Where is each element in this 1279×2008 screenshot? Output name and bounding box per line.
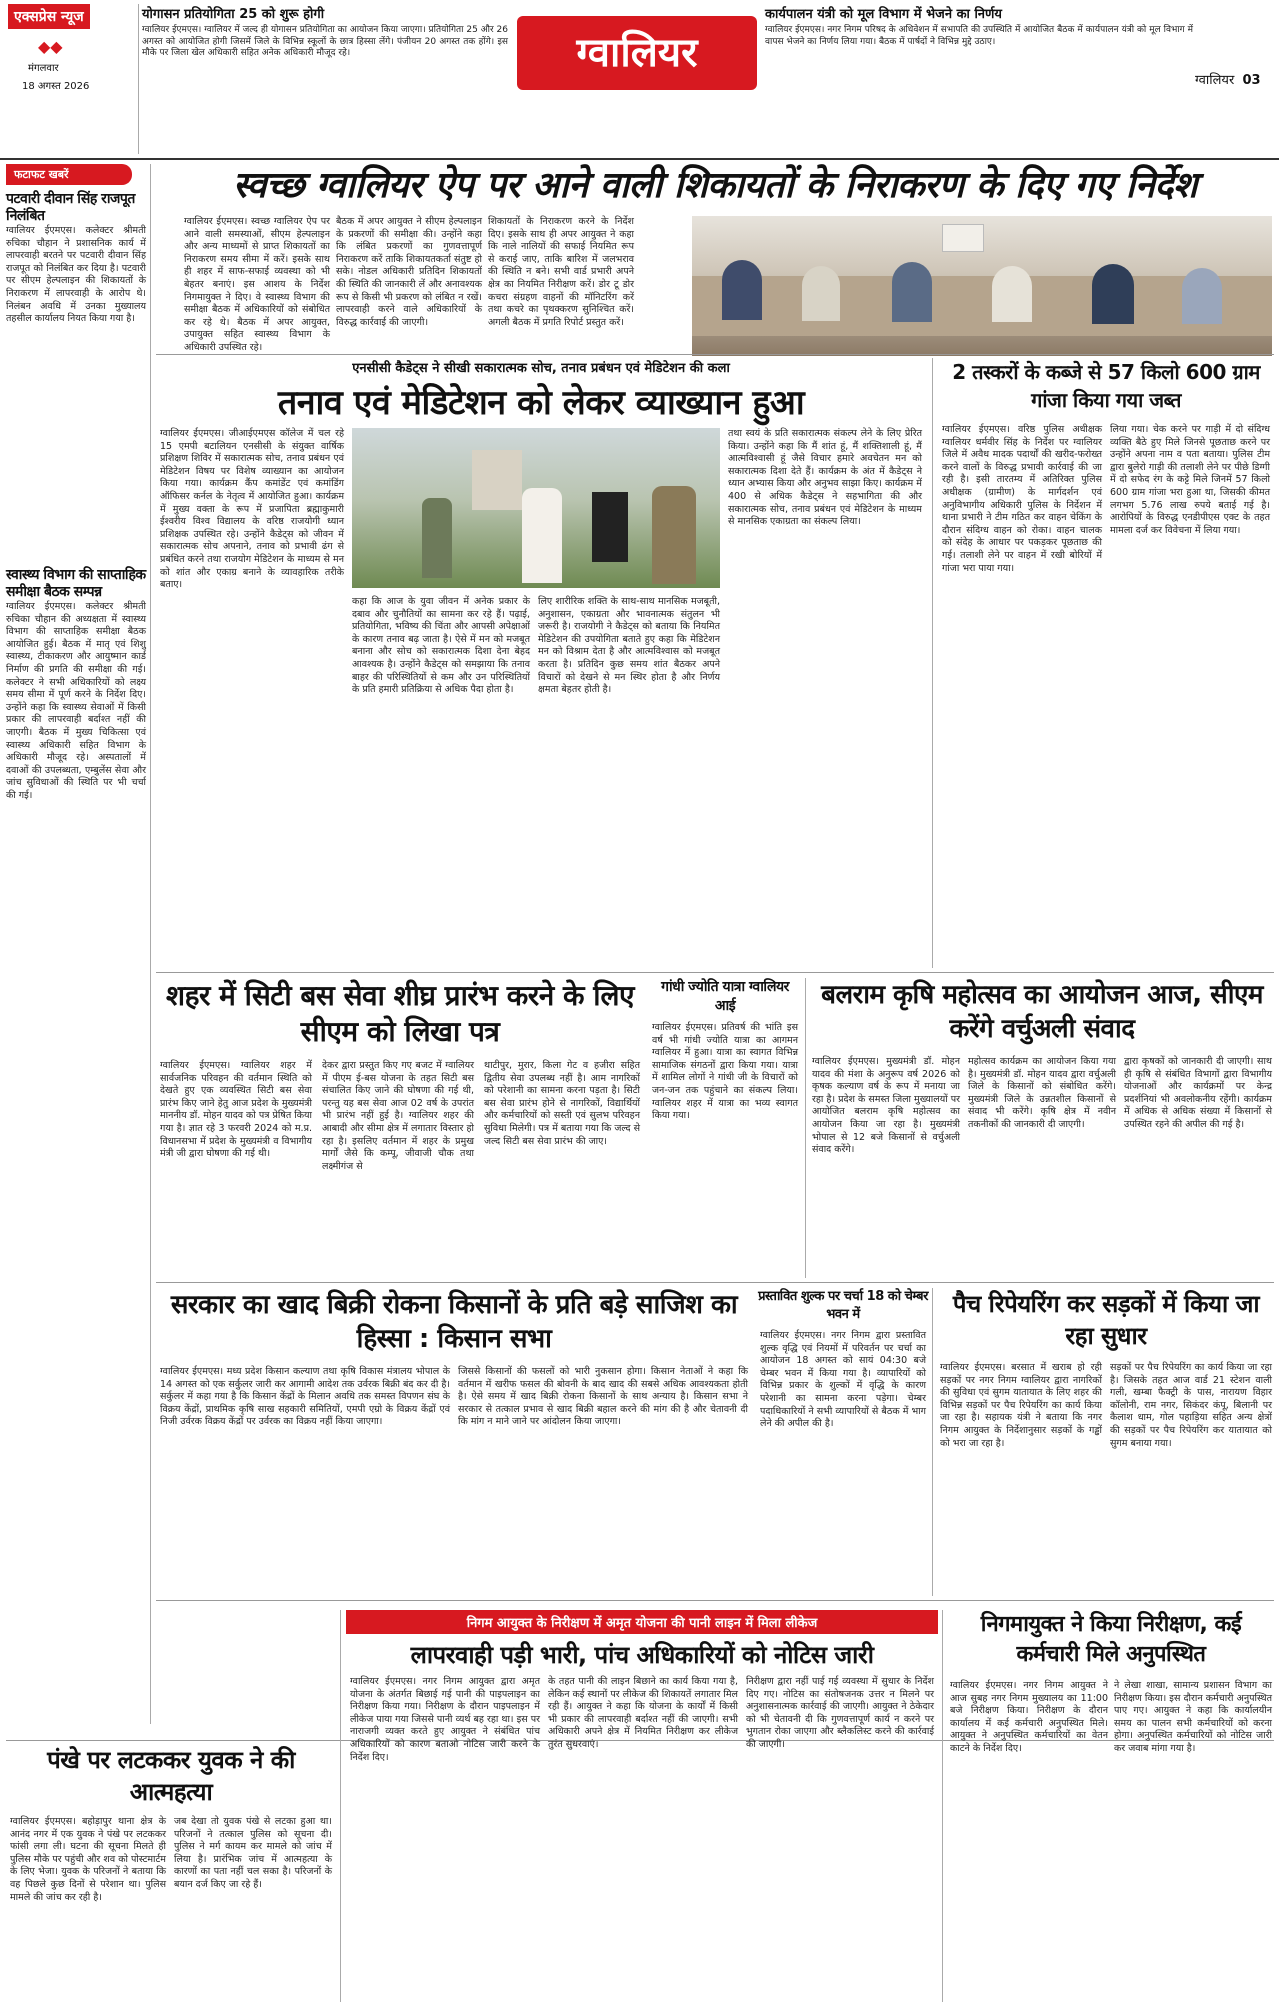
date-label: 18 अगस्त 2026 (22, 81, 90, 92)
brief-headline: पटवारी दीवान सिंह राजपूत निलंबित (6, 191, 135, 224)
top-brief-right (765, 4, 1193, 154)
ncc-headline: तनाव एवं मेडिटेशन को लेकर व्याख्यान हुआ (277, 383, 805, 423)
ganja-col-2: लिया गया। चेक करने पर गाड़ी में दो संदिग्ध व्यक्ति बैठे हुए मिले जिनसे पूछताछ करने पर उन्होंने अपना नाम व पता बताया। पुलिस टीम द्वारा बुलेरो गाड़ी की तलाशी लेने पर पीछे डिग्गी में दो सफेद रंग के कट्टे मिले जिनमें 57 किलो 600 ग्राम गांजा भरा हुआ था, जिसकी कीमत लगभग 5.76 लाख रुपये बताई गई है। आरोपियों के विरुद्ध एनडीपीएस एक्ट के तहत मामला दर्ज कर विवेचना में लिया गया। (1110, 424, 1270, 536)
citybus-col-1: ग्वालियर ईएमएस। ग्वालियर शहर में सार्वजनिक परिवहन की वर्तमान स्थिति को देखते हुए एक व्यवस्थित सिटी बस सेवा प्रारंभ किए जाने हेतु आज प्रदेश के मुख्यमंत्री माननीय डॉ. मोहन यादव को पत्र प्रेषित किया गया है। ज्ञात रहे 3 फरवरी 2024 को म.प्र. विधानसभा में प्रदेश के मुख्यमंत्री व विभागीय मंत्री जी द्वारा घोषणा की गई थी। (160, 1060, 313, 1160)
day-label: मंगलवार (28, 63, 59, 74)
sidebar-label: फटाफट खबरें (6, 164, 132, 185)
page-folio (1195, 70, 1279, 94)
sidebar-brief (6, 567, 146, 1661)
ncc-kicker: एनसीसी कैडेट्स ने सीखी सकारात्मक सोच, तनाव प्रबंधन एवं मेडिटेशन की कला (352, 361, 730, 376)
brief-headline: कार्यपालन यंत्री को मूल विभाग में भेजने का निर्णय (765, 7, 1002, 22)
patch-headline: पैच रिपेयरिंग कर सड़कों में किया जा रहा सुधार (952, 1290, 1260, 1350)
patch-col-1: ग्वालियर ईएमएस। बरसात में खराब हो रही सड़कों पर नगर निगम ग्वालियर द्वारा नागरिकों की सुविधा एवं सुगम यातायात के लिए शहर की विभिन्न सड़कों पर पैच रिपेयरिंग का कार्य किया जा रहा है। सहायक यंत्री ने बताया कि नगर निगम आयुक्त के निर्देशानुसार सड़कों के गड्ढों को भरा जा रहा है। (940, 1362, 1102, 1449)
logo-mark-icon: ◆◆ (38, 37, 63, 56)
brief-body: ग्वालियर ईएमएस। ग्वालियर में जल्द ही योगासन प्रतियोगिता का आयोजन किया जाएगा। प्रतियोगिता 25 और 26 अगस्त को आयोजित होगी जिसमें जिले के विभिन्न स्कूलों के छात्र हिस्सा लेंगे। पंजीयन 20 अगस्त तक होंगे। इस मौके पर जिला खेल अधिकारी सहित अनेक अधिकारी मौजूद रहे। (142, 25, 508, 58)
brief-body: ग्वालियर ईएमएस। कलेक्टर श्रीमती रुचिका चौहान की अध्यक्षता में स्वास्थ्य विभाग की साप्ताहिक समीक्षा बैठक आयोजित हुई। बैठक में मातृ एवं शिशु स्वास्थ्य, टीकाकरण और आयुष्मान कार्ड निर्माण की प्रगति की समीक्षा की गई। कलेक्टर ने सभी अधिकारियों को लक्ष्य समय सीमा में पूर्ण करने के निर्देश दिए। उन्होंने कहा कि स्वास्थ्य सेवाओं में किसी प्रकार की लापरवाही बर्दाश्त नहीं की जाएगी। बैठक में मुख्य चिकित्सा एवं स्वास्थ्य अधिकारी सहित विभाग के अधिकारी मौजूद रहे। अस्पतालों में दवाओं की उपलब्धता, एम्बुलेंस सेवा और जांच सुविधाओं की स्थिति पर भी चर्चा की गई। (6, 601, 146, 801)
suicide-headline: पंखे पर लटककर युवक ने की आत्महत्या (47, 1746, 295, 1806)
lead-col-2: बैठक में अपर आयुक्त ने सीएम हेल्पलाइन के प्रकरणों की समीक्षा की। उन्होंने कहा कि लंबित प्रकरणों का गुणवत्तापूर्ण निराकरण करें ताकि शिकायतकर्ता संतुष्ट हो सके। नोडल अधिकारी प्रतिदिन शिकायतों की स्थिति की जानकारी लें और अनावश्यक रूप से किसी भी प्रकरण को लंबित न रखें। लापरवाही करने वाले अधिकारियों के विरुद्ध कार्रवाई की जाएगी। (336, 216, 482, 328)
brand-logo: एक्सप्रेस न्यूज (8, 4, 90, 29)
ncc-story (156, 358, 926, 968)
jyoti-story (650, 978, 800, 1278)
ncc-col-1: ग्वालियर ईएमएस। जीआईएमएस कॉलेज में चल रहे 15 एमपी बटालियन एनसीसी के संयुक्त वार्षिक प्रशिक्षण शिविर में सकारात्मक सोच, तनाव प्रबंधन एवं मेडिटेशन विषय पर विशेष व्याख्यान का आयोजन किया गया। कार्यक्रम कैंप कमांडेंट एवं कमांडिंग ऑफिसर कर्नल के नेतृत्व में आयोजित हुआ। कार्यक्रम में मुख्य वक्ता के रूप में प्रजापिता ब्रह्माकुमारी ईश्वरीय विश्व विद्यालय के वरिष्ठ राजयोगी ध्यान प्रशिक्षक उपस्थित रहे। उन्होंने कैडेट्स को जीवन में सकारात्मक सोच अपनाने, तनाव को प्रभावी ढंग से प्रबंधित करने तथा राजयोग मेडिटेशन के माध्यम से मन को शांत और एकाग्र बनाने के व्यावहारिक तरीके बताए। (160, 428, 344, 591)
inspect-story (948, 1610, 1274, 2004)
citybus-story (156, 978, 644, 1278)
ncc-col-3: लिए शारीरिक शक्ति के साथ-साथ मानसिक मजबूती, अनुशासन, एकाग्रता और भावनात्मक संतुलन भी जरूरी है। राजयोगी ने कैडेट्स को बताया कि नियमित मेडिटेशन की उपयोगिता बताते हुए कहा कि मेडिटेशन मन को विश्राम देता है और आत्मविश्वास को मजबूत करता है। प्रतिदिन कुछ समय शांत बैठकर अपने विचारों को देखने से मन स्थिर होता है और निर्णय क्षमता बेहतर होती है। (538, 596, 720, 696)
jyoti-body: ग्वालियर ईएमएस। प्रतिवर्ष की भांति इस वर्ष भी गांधी ज्योति यात्रा का आगमन ग्वालियर में हुआ। यात्रा का स्वागत विभिन्न सामाजिक संगठनों द्वारा किया गया। यात्रा में शामिल लोगों ने गांधी जी के विचारों को जन-जन तक पहुंचाने का संकल्प लिया। ग्वालियर शहर में यात्रा का भव्य स्वागत किया गया। (652, 1022, 798, 1122)
page-label: ग्वालियर (1195, 73, 1235, 88)
fee-story (758, 1288, 928, 1596)
fee-body: ग्वालियर ईएमएस। नगर निगम द्वारा प्रस्तावित शुल्क वृद्धि एवं नियमों में परिवर्तन पर चर्चा का आयोजन 18 अगस्त को सायं 04:30 बजे चेम्बर भवन में किया गया है। व्यापारियों को विभिन्न प्रकार के शुल्कों में वृद्धि के कारण परेशानी का सामना करना पड़ेगा। चेम्बर पदाधिकारियों ने सभी व्यापारियों से बैठक में भाग लेने की अपील की है। (760, 1330, 926, 1430)
lead-headline: स्वच्छ ग्वालियर ऐप पर आने वाली शिकायतों के निराकरण के दिए गए निर्देश (232, 165, 1198, 206)
section-title: ग्वालियर (517, 16, 757, 90)
sidebar (6, 164, 146, 1724)
lead-col-3: शिकायतों के निराकरण करने के निर्देश दिए। इसके साथ ही अपर आयुक्त ने कहा कि नाले नालियों की सफाई नियमित रूप से कराई जाए, ताकि बारिश में जलभराव की स्थिति न बने। सभी वार्ड प्रभारी अपने क्षेत्र का नियमित निरीक्षण करें। डोर टू डोर कचरा संग्रहण वाहनों की मॉनिटरिंग करें तथा कचरे का पृथक्करण सुनिश्चित करें। अगली बैठक में प्रगति रिपोर्ट प्रस्तुत करें। (488, 216, 634, 328)
khad-col-2: जिससे किसानों की फसलों को भारी नुकसान होगा। किसान नेताओं ने कहा कि वर्तमान में खरीफ फसल की बोवनी के बाद खाद की सबसे अधिक आवश्यकता होती है। ऐसे समय में खाद बिक्री रोकना किसानों के साथ अन्याय है। किसान सभा ने सरकार से तत्काल प्रभाव से खाद बिक्री बहाल करने की मांग की है और चेतावनी दी कि मांग न माने जाने पर आंदोलन किया जाएगा। (458, 1366, 748, 1428)
citybus-headline: शहर में सिटी बस सेवा शीघ्र प्रारंभ करने के लिए सीएम को लिखा पत्र (166, 979, 634, 1048)
ganja-col-1: ग्वालियर ईएमएस। वरिष्ठ पुलिस अधीक्षक ग्वालियर धर्मवीर सिंह के निर्देश पर ग्वालियर जिले में अवैध मादक पदार्थों की खरीद-फरोख्त करने वालों के विरुद्ध प्रभावी कार्रवाई की जा रही है। इसी तारतम्य में अतिरिक्त पुलिस अधीक्षक (ग्रामीण) के मार्गदर्शन एवं अनुविभागीय अधिकारी पुलिस के निर्देशन में थाना प्रभारी ने टीम गठित कर वाहन चेकिंग के दौरान संदिग्ध वाहन को रोका। वाहन चालक को संदेह के आधार पर पकड़कर पूछताछ की गई। तलाशी लेने पर वाहन में रखी बोरियों में गांजा भरा पाया गया। (942, 424, 1102, 574)
balram-col-1: ग्वालियर ईएमएस। मुख्यमंत्री डॉ. मोहन यादव की मंशा के अनुरूप वर्ष 2026 को कृषक कल्याण वर्ष के रूप में मनाया जा रहा है। प्रदेश के समस्त जिला मुख्यालयों पर आयोजित बलराम कृषि महोत्सव का आयोजन किया जा रहा है। मुख्यमंत्री भोपाल से 12 बजे किसानों से वर्चुअली संवाद करेंगे। (812, 1056, 960, 1156)
meeting-photo (692, 216, 1272, 356)
ncc-photo (352, 428, 720, 588)
citybus-col-2: देकर द्वारा प्रस्तुत किए गए बजट में ग्वालियर में पीएम ई-बस योजना के तहत सिटी बस संचालित किए जाने की घोषणा की गई थी, परन्तु यह बस सेवा आज 02 वर्ष के उपरांत भी प्रारंभ नहीं हुई है। ग्वालियर शहर की आबादी और सीमा क्षेत्र में लगातार विस्तार हो रहा है। इसलिए वर्तमान में शहर के प्रमुख मार्गों जैसे कि कम्पू, जीवाजी चौक तथा लक्ष्मीगंज से (322, 1060, 474, 1172)
sidebar-brief (6, 191, 146, 557)
amrut-story (346, 1610, 938, 2004)
inspect-col-1: ग्वालियर ईएमएस। नगर निगम आयुक्त ने आज सुबह नगर निगम मुख्यालय का 11:00 बजे निरीक्षण किया। निरीक्षण के दौरान कार्यालय में कई कर्मचारी अनुपस्थित मिले। आयुक्त ने अनुपस्थित कर्मचारियों का वेतन काटने के निर्देश दिए। (950, 1680, 1108, 1754)
balram-headline: बलराम कृषि महोत्सव का आयोजन आज, सीएम करेंगे वर्चुअली संवाद (821, 980, 1263, 1044)
amrut-kicker: निगम आयुक्त के निरीक्षण में अमृत योजना की पानी लाइन में मिला लीकेज (346, 1610, 938, 1634)
lead-col-1: ग्वालियर ईएमएस। स्वच्छ ग्वालियर ऐप पर आने वाली समस्याओं, सीएम हेल्पलाइन और अन्य माध्यमों से प्राप्त शिकायतों का निराकरण समय सीमा में करें। इसके साथ ही शहर में साफ-सफाई व्यवस्था को भी बेहतर बनाएं। इस आशय के निर्देश निगमायुक्त ने दिए। वे स्वास्थ्य विभाग की समीक्षा बैठक में अधिकारियों को संबोधित कर रहे थे। बैठक में अपर आयुक्त, उपायुक्त सहित स्वास्थ्य विभाग के अधिकारी उपस्थित रहे। (184, 216, 330, 353)
ncc-col-4: तथा स्वयं के प्रति सकारात्मक संकल्प लेने के लिए प्रेरित किया। उन्होंने कहा कि मैं शांत हूं, मैं शक्तिशाली हूं, मैं आत्मविश्वासी हूं जैसे विचार हमारे अवचेतन मन को सकारात्मक दिशा देते हैं। कार्यक्रम के अंत में कैडेट्स ने ध्यान अभ्यास किया और अनुभव साझा किए। कार्यक्रम में 400 से अधिक कैडेट्स ने सहभागिता की और सकारात्मक सोच, तनाव प्रबंधन एवं मेडिटेशन के माध्यम से मानसिक एकाग्रता का संकल्प लिया। (728, 428, 922, 528)
amrut-col-3: निरीक्षण द्वारा नहीं पाई गई व्यवस्था में सुधार के निर्देश दिए गए। नोटिस का संतोषजनक उत्तर न मिलने पर अनुशासनात्मक कार्रवाई की जाएगी। आयुक्त ने ठेकेदार को भी चेतावनी दी कि गुणवत्तापूर्ण कार्य न करने पर भुगतान रोका जाएगा और ब्लैकलिस्ट करने की कार्रवाई की जाएगी। (746, 1676, 934, 1750)
patch-col-2: सड़कों पर पैच रिपेयरिंग का कार्य किया जा रहा है। जिसके तहत आज वार्ड 21 स्टेशन वाली गली, खम्बा फैक्ट्री के पास, नारायण विहार कॉलोनी, राम नगर, सिकंदर कंपू, बिलानी पर कैलाश धाम, गोल पहाड़िया सहित अन्य क्षेत्रों की सड़कों पर पैच रिपेयरिंग कर यातायात को सुगम बनाया गया। (1110, 1362, 1272, 1449)
khad-headline: सरकार का खाद बिक्री रोकना किसानों के प्रति बड़े साजिश का हिस्सा : किसान सभा (170, 1290, 738, 1354)
ncc-col-2: कहा कि आज के युवा जीवन में अनेक प्रकार के दबाव और चुनौतियों का सामना कर रहे हैं। पढ़ाई, प्रतियोगिता, भविष्य की चिंता और आपसी अपेक्षाओं के कारण तनाव बढ़ जाता है। ऐसे में मन को मजबूत बनाना और सोच को सकारात्मक दिशा देना बेहद आवश्यक है। उन्होंने कैडेट्स को समझाया कि तनाव बाहर की परिस्थितियों से कम और उन परिस्थितियों के प्रति हमारी प्रतिक्रिया से अधिक पैदा होता है। (352, 596, 530, 696)
brief-body: ग्वालियर ईएमएस। कलेक्टर श्रीमती रुचिका चौहान ने प्रशासनिक कार्य में लापरवाही बरतने पर पटवारी दीवान सिंह राजपूत को निलंबित कर दिया है। पटवारी पर सीएम हेल्पलाइन की शिकायतों के निराकरण में लापरवाही के आरोप थे। निलंबन अवधि में उनका मुख्यालय तहसील कार्यालय नियत किया गया है। (6, 225, 146, 325)
suicide-col-1: ग्वालियर ईएमएस। बहोड़ापुर थाना क्षेत्र के आनंद नगर में एक युवक ने पंखे पर लटककर फांसी लगा ली। घटना की सूचना मिलते ही पुलिस मौके पर पहुंची और शव को पोस्टमार्टम के लिए भेजा। युवक के परिजनों ने बताया कि वह पिछले कुछ दिनों से परेशान था। पुलिस मामले की जांच कर रही है। (10, 1816, 166, 1903)
fee-headline: प्रस्तावित शुल्क पर चर्चा 18 को चेम्बर भवन में (758, 1289, 928, 1322)
ganja-story (938, 358, 1274, 968)
inspect-headline: निगमायुक्त ने किया निरीक्षण, कई कर्मचारी मिले अनुपस्थित (980, 1612, 1242, 1667)
citybus-col-3: थाटीपुर, मुरार, किला गेट व हजीरा सहित द्वितीय सेवा उपलब्ध नहीं है। आम नागरिकों को परेशानी का सामना करना पड़ता है। सिटी बस सेवा प्रारंभ होने से नागरिकों, विद्यार्थियों और कर्मचारियों को सस्ती एवं सुलभ परिवहन सुविधा मिलेगी। पत्र में बताया गया कि जल्द से जल्द सिटी बस सेवा प्रारंभ की जाए। (484, 1060, 640, 1147)
amrut-headline: लापरवाही पड़ी भारी, पांच अधिकारियों को नोटिस जारी (410, 1641, 874, 1669)
brief-headline: स्वास्थ्य विभाग की साप्ताहिक समीक्षा बैठक सम्पन्न (6, 567, 146, 600)
amrut-col-1: ग्वालियर ईएमएस। नगर निगम आयुक्त द्वारा अमृत योजना के अंतर्गत बिछाई गई पानी की पाइपलाइन का निरीक्षण किया गया। निरीक्षण के दौरान पाइपलाइन में लीकेज पाया गया जिससे पानी व्यर्थ बह रहा था। इस पर नाराजगी व्यक्त करते हुए आयुक्त ने संबंधित पांच अधिकारियों को कारण बताओ नोटिस जारी करने के निर्देश दिए। (350, 1676, 540, 1763)
balram-col-2: महोत्सव कार्यक्रम का आयोजन किया गया है। मुख्यमंत्री डॉ. मोहन यादव द्वारा वर्चुअली जिले के किसानों को संबोधित करेंगे। मुख्यमंत्री जिले के उन्नतशील किसानों से संवाद भी करेंगे। कृषि क्षेत्र में नवीन तकनीकों की जानकारी दी जाएगी। (968, 1056, 1116, 1130)
brief-body: ग्वालियर ईएमएस। नगर निगम परिषद के अधिवेशन में सभापति की उपस्थिति में आयोजित बैठक में कार्यपालन यंत्री को मूल विभाग में वापस भेजने का निर्णय लिया गया। बैठक में पार्षदों ने विभिन्न मुद्दे उठाए। (765, 25, 1193, 47)
suicide-col-2: जब देखा तो युवक पंखे से लटका हुआ था। परिजनों ने तत्काल पुलिस को सूचना दी। पुलिस ने मर्ग कायम कर मामले को जांच में लिया है। प्रारंभिक जांच में आत्महत्या के कारणों का पता नहीं चल सका है। परिजनों के बयान दर्ज किए जा रहे हैं। (174, 1816, 332, 1890)
brief-headline: योगासन प्रतियोगिता 25 को शुरू होगी (142, 7, 325, 22)
brand-block (8, 4, 138, 134)
masthead (0, 0, 1279, 158)
khad-col-1: ग्वालियर ईएमएस। मध्य प्रदेश किसान कल्याण तथा कृषि विकास मंत्रालय भोपाल के 14 अगस्त को एक सर्कुलर जारी कर आगामी आदेश तक उर्वरक बिक्री बंद कर दी है। सर्कुलर में कहा गया है कि किसान केंद्रों के मिलान अवधि तक समस्त विपणन संघ के विक्रय केंद्रों, प्राथमिक कृषि साख सहकारी समितियों, एमपी एग्रो के विक्रय केंद्रों एवं निजी उर्वरक विक्रय केंद्रों पर उर्वरक का विक्रय नहीं किया जाएगा। (160, 1366, 450, 1428)
khad-story (156, 1288, 752, 1596)
suicide-story (6, 1744, 336, 2004)
top-brief-left (142, 4, 508, 154)
inspect-col-2: ने लेखा शाखा, सामान्य प्रशासन विभाग का निरीक्षण किया। इस दौरान कर्मचारी अनुपस्थित पाए गए। आयुक्त ने कहा कि कार्यालयीन समय का पालन सभी कर्मचारियों को करना होगा। अनुपस्थित कर्मचारियों को नोटिस जारी कर जवाब मांगा गया है। (1114, 1680, 1272, 1754)
patch-story (938, 1288, 1274, 1596)
balram-story (810, 978, 1274, 1278)
lead-story (156, 164, 1274, 353)
ganja-headline: 2 तस्करों के कब्जे से 57 किलो 600 ग्राम गांजा किया गया जब्त (952, 360, 1260, 412)
page-number: 03 (1242, 73, 1261, 88)
jyoti-headline: गांधी ज्योति यात्रा ग्वालियर आई (661, 979, 789, 1014)
balram-col-3: द्वारा कृषकों को जानकारी दी जाएगी। साथ ही कृषि से संबंधित विभागों द्वारा विभागीय योजनाओं और कार्यक्रमों पर केन्द्र प्रदर्शनियां भी अवलोकनीय रहेंगी। कार्यक्रम में अधिक से अधिक संख्या में किसानों से उपस्थित रहने की अपील की गई है। (1124, 1056, 1272, 1130)
amrut-col-2: के तहत पानी की लाइन बिछाने का कार्य किया गया है, लेकिन कई स्थानों पर लीकेज की शिकायतें लगातार मिल रही हैं। आयुक्त ने कहा कि योजना के कार्यों में किसी भी प्रकार की लापरवाही बर्दाश्त नहीं की जाएगी। सभी अधिकारी अपने क्षेत्र में नियमित निरीक्षण कर लीकेज तुरंत सुधरवाएं। (548, 1676, 738, 1750)
